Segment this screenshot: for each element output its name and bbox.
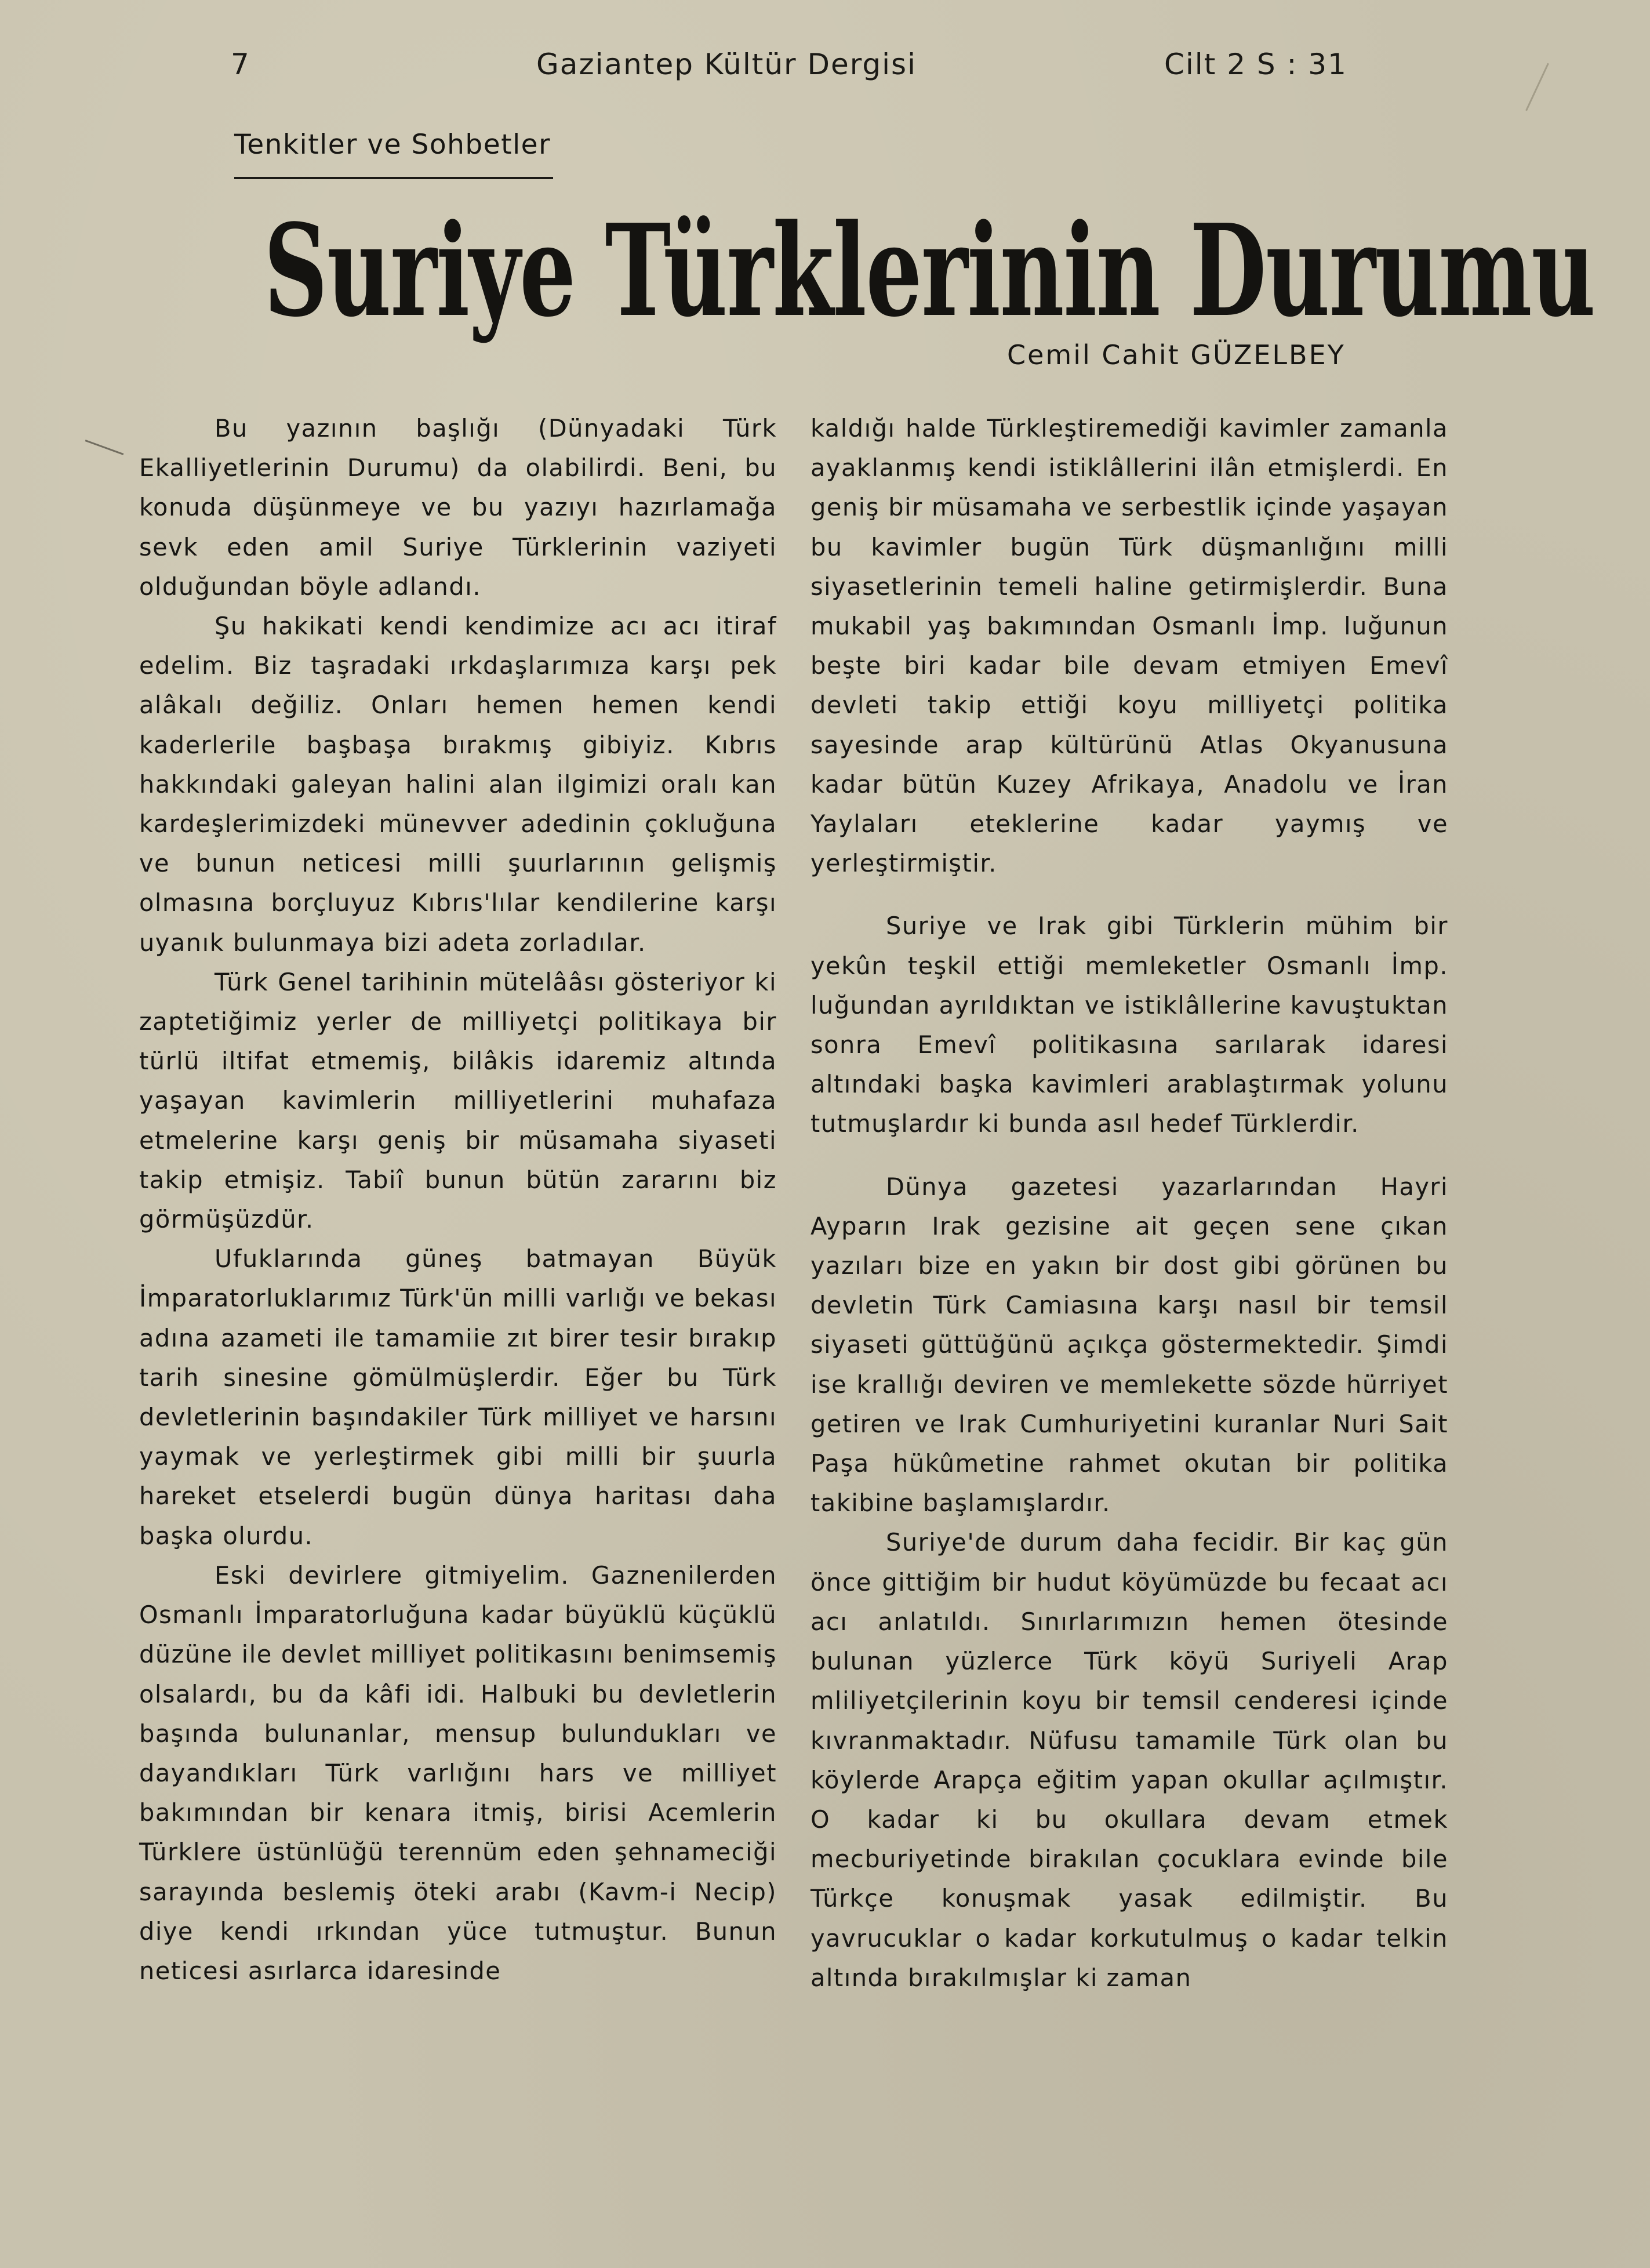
- article-author: Cemil Cahit GÜZELBEY: [1007, 339, 1346, 371]
- paragraph: Suriye'de durum daha fecidir. Bir kaç gün önce gittiğim bir hudut köyümüzde bu fecaat acı acı anlatıldı. Sınırlarımızın hemen ötesinde bulunan yüzlerce Türk köyü Suriyeli Arap mliliyetçilerinin koyu bir temsil cenderesi içinde kıvranmaktadır. Nüfusu tamamile Türk olan bu köylerde Arapça eğitim yapan okullar açılmıştır. O kadar ki bu okullara devam etmek mecburiyetinde birakılan çocuklara evinde bile Türkçe konuşmak yasak edilmiştir. Bu yavrucuklar o kadar korkutulmuş o kadar telkin altında bırakılmışlar ki zaman: [811, 1528, 1448, 1992]
- section-underline: [234, 177, 553, 179]
- article-title: Suriye Türklerinin Durumu: [264, 197, 1595, 345]
- page-edge-mark: [85, 440, 124, 455]
- paragraph: Eski devirlere gitmiyelim. Gaznenilerden Osmanlı İmparatorluğuna kadar büyüklü küçüklü düzüne ile devlet milliyet politikasını benimsemiş olsalardı, bu da kâfi idi. Halbuki bu devletlerin başında bulunanlar, mensup bulundukları ve dayandıkları Türk varlığını hars ve milliyet bakımından bir kenara itmiş, birisi Acemlerin Türklere üstünlüğü terennüm eden şehnameciği sarayında beslemiş öteki arabı (Kavm-i Necip) diye kendi ırkından yüce tutmuştur. Bunun neticesi asırlarca idaresinde: [139, 1561, 777, 1985]
- page-corner-mark: [1525, 63, 1549, 111]
- paragraph: kaldığı halde Türkleştiremediği kavimler zamanla ayaklanmış kendi istiklâllerini ilân etmişlerdi. En geniş bir müsamaha ve serbestlik içinde yaşayan bu kavimler bugün Türk düşmanlığını milli siyasetlerinin temeli haline getirmişlerdir. Buna mukabil yaş bakımından Osmanlı İmp. luğunun beşte biri kadar bile devam etmiyen Emevî devleti takip ettiği koyu milliyetçi politika sayesinde arap kültürünü Atlas Okyanusuna kadar bütün Kuzey Afrikaya, Anadolu ve İran Yaylaları eteklerine kadar yaymış ve yerleştirmiştir.: [811, 414, 1448, 878]
- journal-name: Gaziantep Kültür Dergisi: [536, 48, 917, 81]
- page-number: 7: [231, 48, 250, 81]
- section-label: Tenkitler ve Sohbetler: [234, 129, 551, 161]
- paragraph: Ufuklarında güneş batmayan Büyük İmparatorluklarımız Türk'ün milli varlığı ve bekası adına azameti ile tamamiie zıt birer tesir bırakıp tarih sinesine gömülmüşlerdir. Eğer bu Türk devletlerinin başındakiler Türk milliyet ve harsını yaymak ve yerleştirmek gibi milli bir şuurla hareket etselerdi bugün dünya haritası daha başka olurdu.: [139, 1244, 777, 1550]
- left-column: [139, 409, 777, 1991]
- paragraph: Suriye ve Irak gibi Türklerin mühim bir yekûn teşkil ettiği memleketler Osmanlı İmp. luğundan ayrıldıktan ve istiklâllerine kavuştuktan sonra Emevî politikasına sarılarak idaresi altındaki başka kavimleri arablaştırmak yolunu tutmuşlardır ki bunda asıl hedef Türklerdir.: [811, 912, 1448, 1138]
- issue-info: Cilt 2 S : 31: [1164, 48, 1347, 81]
- paragraph: Bu yazının başlığı (Dünyadaki Türk Ekalliyetlerinin Durumu) da olabilirdi. Beni, bu konuda düşünmeye ve bu yazıyı hazırlamağa sevk eden amil Suriye Türklerinin vaziyeti olduğundan böyle adlandı.: [139, 414, 777, 601]
- paragraph: Şu hakikati kendi kendimize acı acı itiraf edelim. Biz taşradaki ırkdaşlarımıza karşı pek alâkalı değiliz. Onları hemen hemen kendi kaderlerile başbaşa bırakmış gibiyiz. Kıbrıs hakkındaki galeyan halini alan ilgimizi oralı kan kardeşlerimizdeki münevver adedinin çokluğuna ve bunun neticesi milli şuurlarının gelişmiş olmasına borçluyuz Kıbrıs'lılar kendilerine karşı uyanık bulunmaya bizi adeta zorladılar.: [139, 612, 777, 957]
- right-column: [811, 409, 1448, 1998]
- paragraph: Türk Genel tarihinin mütelââsı gösteriyor ki zaptetiğimiz yerler de milliyetçi politikaya bir türlü iltifat etmemiş, bilâkis idaremiz altında yaşayan kavimlerin milliyetlerini muhafaza etmelerine karşı geniş bir müsamaha siyaseti takip etmişiz. Tabiî bunun bütün zararını biz görmüşüzdür.: [139, 967, 777, 1234]
- paragraph: Dünya gazetesi yazarlarından Hayri Ayparın Irak gezisine ait geçen sene çıkan yazıları bize en yakın bir dost gibi görünen bu devletin Türk Camiasına karşı nasıl bir temsil siyaseti güttüğünü açıkça göstermektedir. Şimdi ise krallığı deviren ve memlekette sözde hürriyet getiren ve Irak Cumhuriyetini kuranlar Nuri Sait Paşa hükûmetine rahmet okutan bir politika takibine başlamışlardır.: [811, 1172, 1448, 1518]
